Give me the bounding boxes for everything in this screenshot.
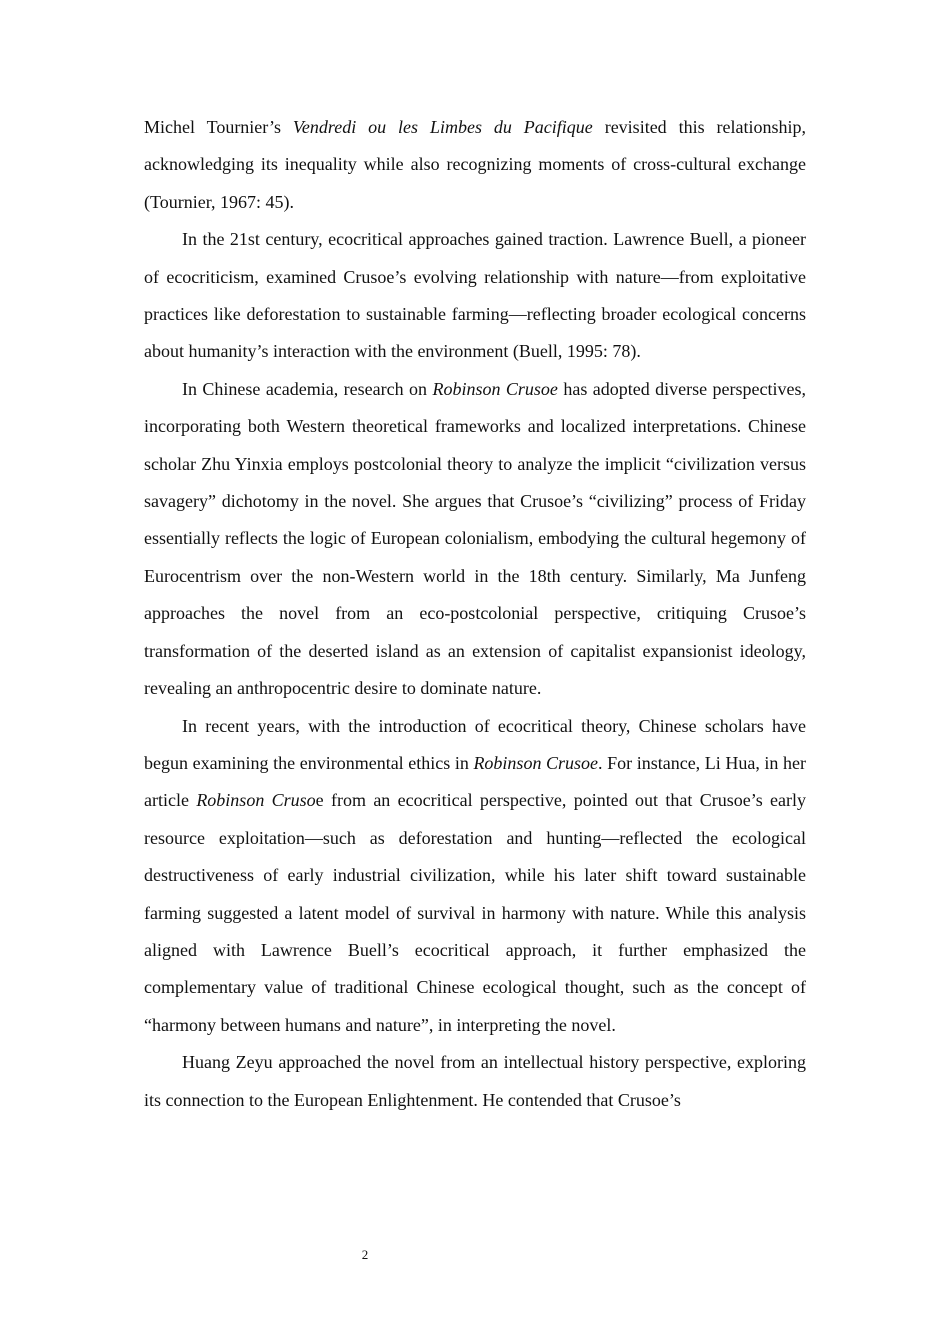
text-run: Michel Tournier’s: [144, 117, 293, 137]
text-run: In the 21st century, ecocritical approaches gained traction. Lawrence Buell, a pioneer of ecocriticism, examined Crusoe’s evolving relationship with nature—from exploitative practices like deforestation to sustainable farming—reflecting broader ecological concerns about humanity’s interaction with the environment (Buell, 1995: 78).: [144, 229, 806, 362]
paragraph: [144, 221, 806, 371]
italic-title: Vendredi ou les Limbes du Pacifique: [292, 117, 593, 137]
paragraph: [144, 109, 806, 221]
text-run: has adopted diverse perspectives, incorporating both Western theoretical frameworks and localized interpretations. Chinese scholar Zhu Yinxia employs postcolonial theory to analyze the implicit “civilization versus savagery” dichotomy in the novel. She argues that Crusoe’s “civilizing” process of Friday essentially reflects the logic of European colonialism, embodying the cultural hegemony of Eurocentrism over the non-Western world in the 18th century. Similarly, Ma Junfeng approaches the novel from an eco-postcolonial perspective, critiquing Crusoe’s transformation of the deserted island as an extension of capitalist expansionist ideology, revealing an anthropocentric desire to dominate nature.: [144, 378, 806, 699]
text-run: In recent years, with the introduction of ecocritical theory, Chinese scholars have begun examining the environmental ethics in: [144, 715, 806, 773]
text-run: revisited this relationship, acknowledging its inequality while also recognizing moments of cross-cultural exchange (Tournier, 1967: 45).: [144, 117, 807, 212]
text-run: Huang Zeyu approached the novel from an intellectual history perspective, exploring its connection to the European Enlightenment. He contended that Crusoe’s: [144, 1052, 806, 1110]
paragraph: [144, 1044, 806, 1119]
page-number: 2: [361, 1247, 369, 1262]
paragraph: [144, 371, 806, 708]
italic-title: Robinson Crusoe: [473, 752, 599, 773]
text-run: e from an ecocritical perspective, pointed out that Crusoe’s early resource exploitation—such as deforestation and hunting—reflected the ecological destructiveness of early industrial civilization, while his later shift toward sustainable farming suggested a latent model of survival in harmony with nature. While this analysis aligned with Lawrence Buell’s ecocritical approach, it further emphasized the complementary value of traditional Chinese ecological thought, such as the concept of “harmony between humans and nature”, in interpreting the novel.: [144, 790, 807, 1035]
italic-title: Robinson Cruso: [196, 790, 316, 811]
italic-title: Robinson Crusoe: [432, 378, 558, 399]
text-run: . For instance, Li Hua, in her article: [144, 752, 806, 811]
text-run: In Chinese academia, research on: [182, 378, 433, 399]
page-body: [144, 109, 806, 1119]
paragraph: [144, 708, 806, 1045]
